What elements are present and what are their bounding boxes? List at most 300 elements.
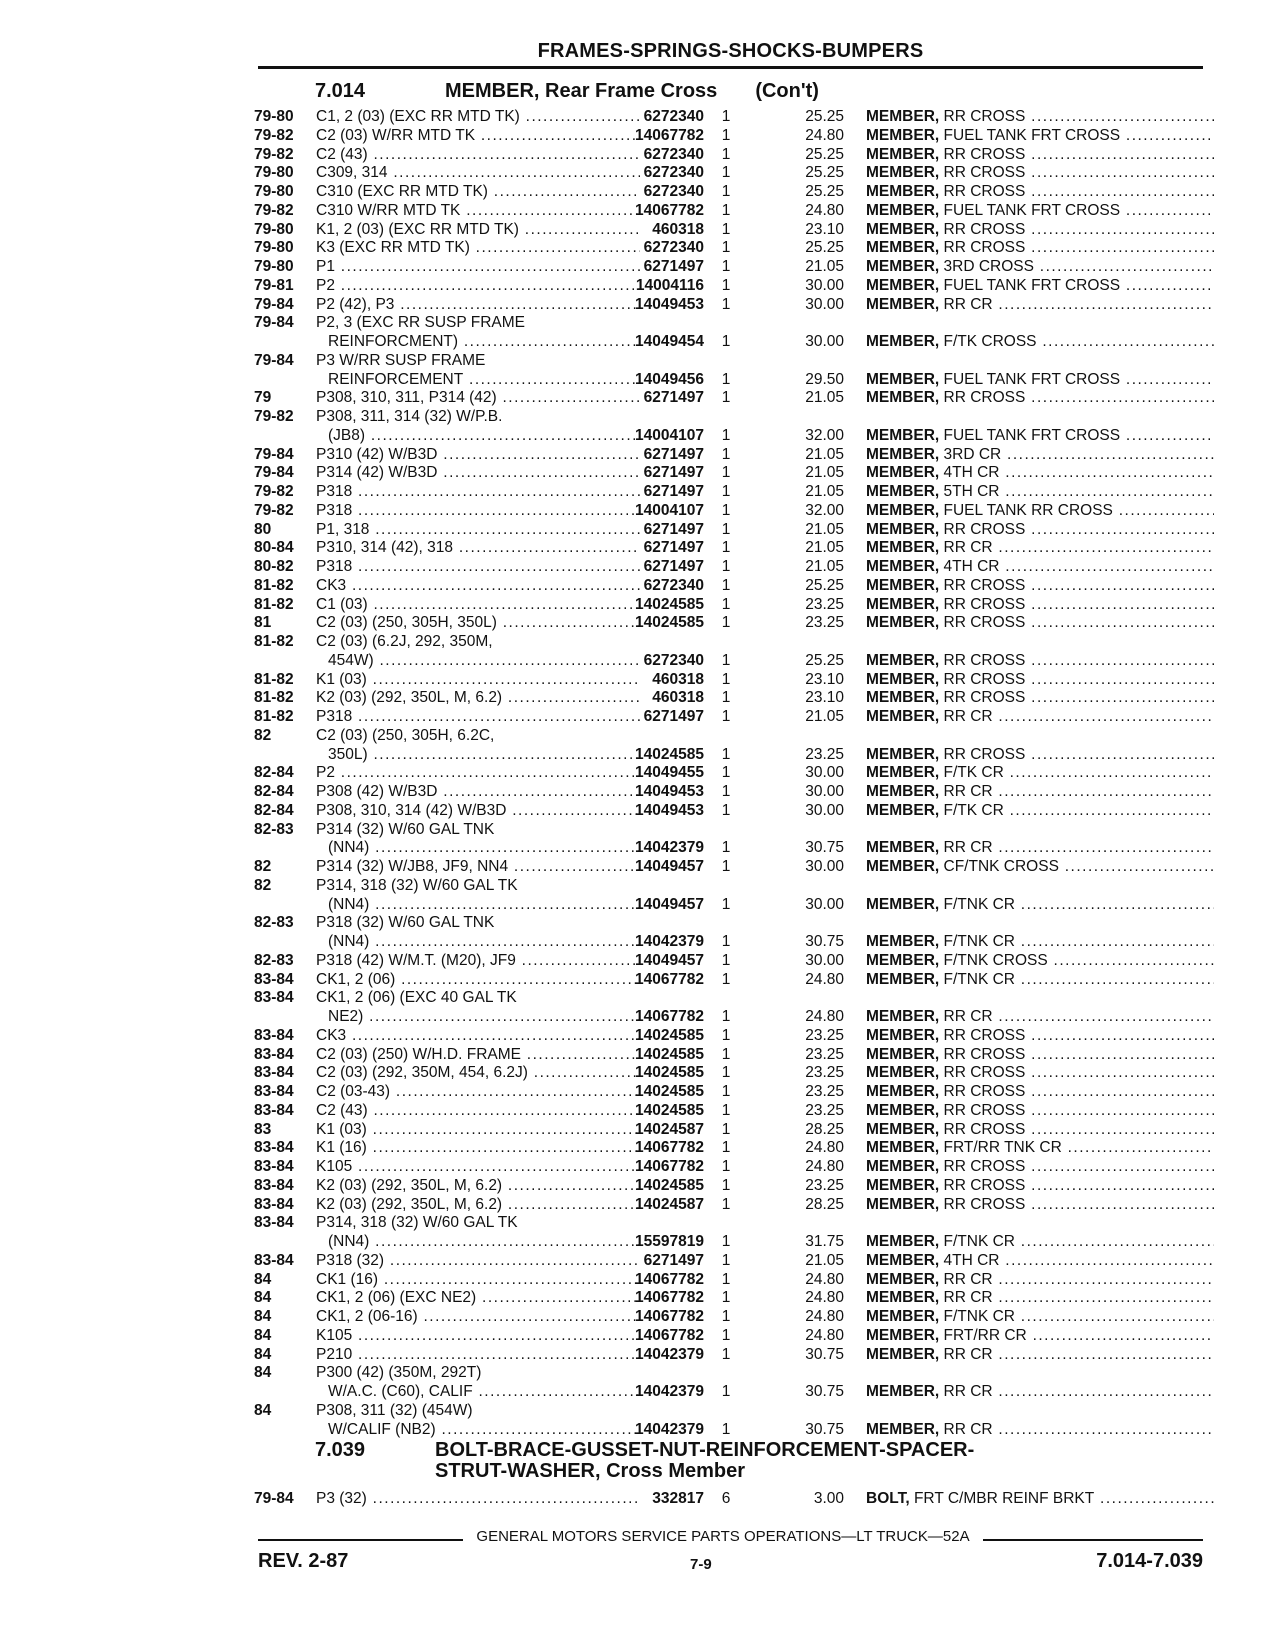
part-name-detail: RR CR [943,295,993,313]
quantity: 1 [721,1233,731,1250]
table-row [254,933,1214,952]
table-row [254,221,1214,240]
quantity: 1 [721,970,731,988]
price: 23.25 [805,595,844,613]
application-description: K2 (03) (292, 350L, M, 6.2) ..... [316,689,640,708]
table-row [254,877,1214,896]
price: 23.25 [805,1101,844,1119]
part-name-noun: MEMBER, [866,1120,940,1138]
quantity: 1 [721,764,731,782]
quantity: 1 [721,1176,731,1194]
price: 30.00 [805,801,844,819]
part-name [866,464,1214,483]
table-row [254,539,1214,558]
part-number: 14067782 [635,1289,704,1307]
part-name-detail: RR CROSS [943,1026,1026,1044]
table-row [254,521,1214,540]
part-name-noun: MEMBER, [866,220,940,238]
application-description: W/A.C. (C60), CALIF ..... [328,1383,640,1402]
table-row [254,1196,1214,1215]
part-name [866,933,1214,952]
table-row [254,652,1214,671]
model-years: 83-84 [254,1139,294,1157]
price: 29.50 [805,370,844,388]
part-name-noun: MEMBER, [866,276,940,294]
application-description: K1, 2 (03) (EXC RR MTD TK) ..... [316,221,640,240]
application-description: K1 (03) ..... [316,1121,640,1140]
part-name [866,1346,1214,1365]
application-description: P310, 314 (42), 318 ..... [316,539,640,558]
table-row [254,1327,1214,1346]
application-description: P3 W/RR SUSP FRAME [316,351,486,369]
part-name-noun: MEMBER, [866,201,940,219]
table-row [254,1252,1214,1271]
price: 25.25 [805,239,844,257]
part-number: 14049457 [635,895,704,913]
quantity: 1 [721,689,731,707]
part-name [866,1383,1214,1402]
model-years: 81-82 [254,708,294,725]
part-number: 14024585 [635,1045,704,1063]
application-description: C2 (03) (250) W/H.D. FRAME ..... [316,1046,640,1065]
part-name-noun: MEMBER, [866,1308,940,1325]
page-header: FRAMES-SPRINGS-SHOCKS-BUMPERS [537,40,924,62]
part-name-noun: MEMBER, [866,951,940,969]
application-description: C2 (03) (6.2J, 292, 350M, [316,633,493,650]
quantity: 1 [721,558,731,575]
model-years: 79-80 [254,258,294,275]
price: 24.80 [805,201,844,219]
part-name-noun: MEMBER, [866,126,940,144]
quantity: 1 [721,858,731,875]
part-name [866,1289,1214,1308]
model-years: 79-84 [254,314,294,332]
quantity: 1 [721,614,731,632]
price: 23.25 [805,745,844,763]
quantity: 1 [721,539,731,557]
table-row [254,108,1214,127]
part-number: 14024585 [635,1026,704,1044]
price: 30.00 [805,858,844,875]
part-number: 6271497 [643,708,704,725]
part-name-detail: RR CROSS [943,1176,1026,1194]
part-number: 14024585 [635,595,704,613]
application-description: P314 (42) W/B3D ..... [316,464,640,483]
quantity: 1 [721,108,731,125]
part-name-noun: MEMBER, [866,183,940,200]
table-row [254,502,1214,521]
price: 21.05 [805,708,844,725]
section-title [315,80,819,103]
application-description: C2 (03) (250, 305H, 350L) ..... [316,614,640,633]
part-name-detail: RR CROSS [943,651,1026,669]
application-description: P308, 311, 314 (32) W/P.B. [316,408,503,425]
quantity: 1 [721,426,731,444]
part-name [866,446,1214,465]
quantity: 1 [721,1289,731,1307]
part-name [866,858,1214,877]
application-description: K2 (03) (292, 350L, M, 6.2) ..... [316,1196,640,1215]
application-description: P314 (32) W/60 GAL TNK [316,820,495,838]
quantity: 1 [721,389,731,407]
model-years: 81-82 [254,633,294,650]
price: 23.10 [805,689,844,707]
table-row [254,1046,1214,1065]
model-years: 79-82 [254,126,294,144]
part-name-detail: RR CROSS [943,670,1026,688]
application-description: P314, 318 (32) W/60 GAL TK [316,876,518,894]
part-name-noun: MEMBER, [866,108,940,125]
part-number: 14067782 [635,126,704,144]
model-years: 84 [254,1345,272,1363]
model-years: 83-84 [254,1064,294,1082]
table-row [254,971,1214,990]
part-name-detail: RR CROSS [943,595,1026,613]
table-row [254,1383,1214,1402]
part-number: 6271497 [643,1251,704,1269]
model-years: 82 [254,876,272,894]
quantity: 1 [721,1101,731,1119]
part-name-detail: FUEL TANK RR CROSS [943,501,1113,519]
application-description: C1, 2 (03) (EXC RR MTD TK) ..... [316,108,640,127]
part-name-noun: MEMBER, [866,520,940,538]
part-number: 6271497 [643,483,704,500]
model-years: 80 [254,520,272,538]
quantity: 1 [721,1008,731,1025]
part-number: 6272340 [643,576,704,594]
quantity: 1 [721,1120,731,1138]
application-description: (NN4) ..... [328,1233,640,1252]
part-number: 6271497 [643,464,704,482]
quantity: 1 [721,126,731,144]
part-name-detail: F/TNK CR [943,1233,1015,1250]
price: 24.80 [805,970,844,988]
part-name [866,127,1214,146]
model-years: 82-84 [254,783,294,800]
model-years: 79-84 [254,351,294,369]
application-description: C2 (43) ..... [316,146,640,165]
quantity: 1 [721,670,731,688]
part-name-detail: 3RD CROSS [943,258,1034,275]
part-name [866,1008,1214,1027]
part-number: 6272340 [643,239,704,257]
model-years: 79-84 [254,1490,294,1507]
price: 23.10 [805,670,844,688]
part-number: 14067782 [635,1139,704,1157]
part-name-detail: RR CROSS [943,1120,1026,1138]
table-row [254,1158,1214,1177]
price: 25.25 [805,145,844,163]
part-name-noun: MEMBER, [866,145,940,163]
section2-number: 7.039 [315,1439,366,1461]
quantity: 1 [721,1251,731,1269]
table-row [254,333,1214,352]
part-name-noun: MEMBER, [866,1270,940,1288]
part-name-noun: MEMBER, [866,1326,940,1344]
table-row [254,689,1214,708]
part-name [866,839,1214,858]
part-number: 14067782 [635,201,704,219]
application-description: (NN4) ..... [328,933,640,952]
quantity: 1 [721,164,731,182]
part-name [866,1083,1214,1102]
part-name [866,896,1214,915]
model-years: 84 [254,1289,272,1307]
quantity: 1 [721,1158,731,1175]
part-name [866,764,1214,783]
part-name-noun: MEMBER, [866,745,940,763]
table-row [254,352,1214,371]
table-row [254,989,1214,1008]
application-description: P314, 318 (32) W/60 GAL TK [316,1214,518,1232]
model-years: 83-84 [254,1045,294,1063]
part-number: 6271497 [643,539,704,557]
part-name-detail: RR CROSS [943,239,1026,257]
part-name [866,689,1214,708]
price: 30.00 [805,783,844,800]
parts-list [254,108,1214,1439]
quantity: 1 [721,370,731,388]
part-number: 15597819 [635,1233,704,1250]
part-name-detail: RR CR [943,839,993,857]
price: 21.05 [805,539,844,557]
table-row [254,164,1214,183]
part-name-noun: MEMBER, [866,1345,940,1363]
model-years: 80-84 [254,539,294,557]
part-name-detail: RR CROSS [943,220,1026,238]
section-number: 7.014 [315,80,366,102]
revision-label: REV. 2-87 [258,1550,349,1572]
part-name-detail: F/TNK CR [943,1308,1015,1325]
price: 32.00 [805,501,844,519]
table-row [254,239,1214,258]
quantity: 1 [721,501,731,519]
quantity: 1 [721,1383,731,1400]
model-years: 81-82 [254,595,294,613]
part-name [866,164,1214,183]
part-number: 14049453 [635,783,704,800]
part-name-detail: RR CROSS [943,689,1026,707]
part-name-noun: MEMBER, [866,239,940,257]
table-row [254,727,1214,746]
part-number: 14024585 [635,1064,704,1082]
model-years: 79-82 [254,483,294,500]
part-name-noun: MEMBER, [866,1251,940,1269]
part-name-detail: 3RD CR [943,445,1002,463]
application-description: K1 (16) ..... [316,1139,640,1158]
part-name-noun: MEMBER, [866,1064,940,1082]
model-years: 79-82 [254,145,294,163]
part-name-noun: MEMBER, [866,1045,940,1063]
part-name [866,708,1214,727]
part-name [866,1139,1214,1158]
part-name-detail: F/TNK CR [943,895,1015,913]
quantity: 1 [721,839,731,857]
model-years: 79-80 [254,108,294,125]
part-name-noun: MEMBER, [866,651,940,669]
part-number: 14049456 [635,370,704,388]
part-number: 14067782 [635,1308,704,1325]
part-name-noun: MEMBER, [866,933,940,950]
quantity: 1 [721,445,731,463]
application-description: C2 (43) ..... [316,1102,640,1121]
price: 21.05 [805,1251,844,1269]
part-name-detail: RR CROSS [943,745,1026,763]
part-name [866,1046,1214,1065]
price: 30.00 [805,951,844,969]
table-row [254,389,1214,408]
part-number: 14024585 [635,1083,704,1100]
price: 24.80 [805,1008,844,1025]
application-description: P318 ..... [316,558,640,577]
model-years: 81-82 [254,689,294,707]
application-description: P318 (42) W/M.T. (M20), JF9 ..... [316,952,640,971]
price: 25.25 [805,108,844,125]
model-years: 83 [254,1120,272,1138]
part-name-noun: MEMBER, [866,539,940,557]
part-name [866,1196,1214,1215]
model-years: 83-84 [254,1214,294,1232]
part-name-noun: MEMBER, [866,1176,940,1194]
quantity: 1 [721,520,731,538]
model-years: 83-84 [254,1158,294,1175]
part-number: 14024587 [635,1120,704,1138]
application-description: REINFORCMENT) ..... [328,333,640,352]
model-years: 83-84 [254,989,294,1007]
application-description: (NN4) ..... [328,896,640,915]
part-name-detail: FUEL TANK FRT CROSS [943,370,1121,388]
application-description: P308, 310, 314 (42) W/B3D ..... [316,802,640,821]
quantity: 1 [721,895,731,913]
quantity: 1 [721,220,731,238]
part-number: 14067782 [635,970,704,988]
part-name-noun: MEMBER, [866,1420,940,1438]
model-years: 82 [254,726,272,744]
part-name-noun: MEMBER, [866,389,940,407]
part-name [866,952,1214,971]
part-name [866,1121,1214,1140]
price: 23.25 [805,1083,844,1100]
part-number: 14049457 [635,951,704,969]
model-years: 83-84 [254,1251,294,1269]
application-description: CK1, 2 (06) (EXC 40 GAL TK [316,989,517,1007]
part-name-detail: FUEL TANK FRT CROSS [943,426,1121,444]
part-name-noun: MEMBER, [866,689,940,707]
model-years: 82-84 [254,764,294,782]
part-name-noun: MEMBER, [866,576,940,594]
price: 23.25 [805,1176,844,1194]
part-name [866,146,1214,165]
model-years: 79-84 [254,445,294,463]
quantity: 1 [721,745,731,763]
table-row [254,952,1214,971]
part-name-noun: MEMBER, [866,1195,940,1213]
model-years: 82 [254,858,272,875]
table-row [254,127,1214,146]
price: 21.05 [805,483,844,500]
part-name-detail: F/TK CR [943,764,1004,782]
part-name-noun: MEMBER, [866,501,940,519]
price: 30.75 [805,1383,844,1400]
part-name [866,1177,1214,1196]
application-description: P308, 310, 311, P314 (42) ..... [316,389,640,408]
part-name-noun: MEMBER, [866,783,940,800]
price: 24.80 [805,1158,844,1175]
part-name [866,502,1214,521]
model-years: 79-82 [254,408,294,425]
table-row [254,1364,1214,1383]
quantity: 1 [721,1326,731,1344]
model-years: 82-83 [254,951,294,969]
part-name-detail: F/TK CROSS [943,333,1037,350]
part-name [866,539,1214,558]
table-row [254,464,1214,483]
table-row [254,802,1214,821]
quantity: 1 [721,1026,731,1044]
quantity: 1 [721,1139,731,1157]
part-number: 6272340 [643,183,704,200]
price: 21.05 [805,464,844,482]
part-name-noun: MEMBER, [866,839,940,857]
model-years: 79-80 [254,220,294,238]
application-description: 350L) ..... [328,746,640,765]
part-name [866,783,1214,802]
model-years: 82-84 [254,801,294,819]
application-description: P318 ..... [316,502,640,521]
part-name-detail: RR CROSS [943,520,1026,538]
section2-title [315,1440,974,1482]
part-number: 14024587 [635,1195,704,1213]
price: 24.80 [805,1289,844,1307]
quantity: 1 [721,145,731,163]
quantity: 1 [721,1195,731,1213]
part-number: 14067782 [635,1326,704,1344]
quantity: 1 [721,801,731,819]
model-years: 79-84 [254,464,294,482]
part-name [866,1252,1214,1271]
price: 30.75 [805,1420,844,1438]
quantity: 6 [721,1490,731,1507]
part-number: 14067782 [635,1158,704,1175]
price: 30.00 [805,764,844,782]
table-row [254,183,1214,202]
part-name-detail: RR CROSS [943,145,1026,163]
application-description: P2 (42), P3 ..... [316,296,640,315]
application-description: K3 (EXC RR MTD TK) ..... [316,239,640,258]
application-description: REINFORCEMENT ..... [328,371,640,390]
application-description: P318 ..... [316,708,640,727]
application-description: P3 (32) ..... [316,1490,640,1509]
application-description: K105 ..... [316,1158,640,1177]
model-years: 83-84 [254,1083,294,1100]
part-name [866,1027,1214,1046]
table-row [254,821,1214,840]
quantity: 1 [721,333,731,350]
model-years: 83-84 [254,1026,294,1044]
part-name-noun: MEMBER, [866,426,940,444]
table-row [254,914,1214,933]
part-number: 14042379 [635,1420,704,1438]
model-years: 80-82 [254,558,294,575]
part-number: 6272340 [643,145,704,163]
part-name-detail: F/TNK CR [943,970,1015,988]
part-name [866,277,1214,296]
part-name-detail: 4TH CR [943,1251,1000,1269]
part-number: 6272340 [643,164,704,182]
table-row [254,296,1214,315]
quantity: 1 [721,483,731,500]
price: 24.80 [805,1308,844,1325]
